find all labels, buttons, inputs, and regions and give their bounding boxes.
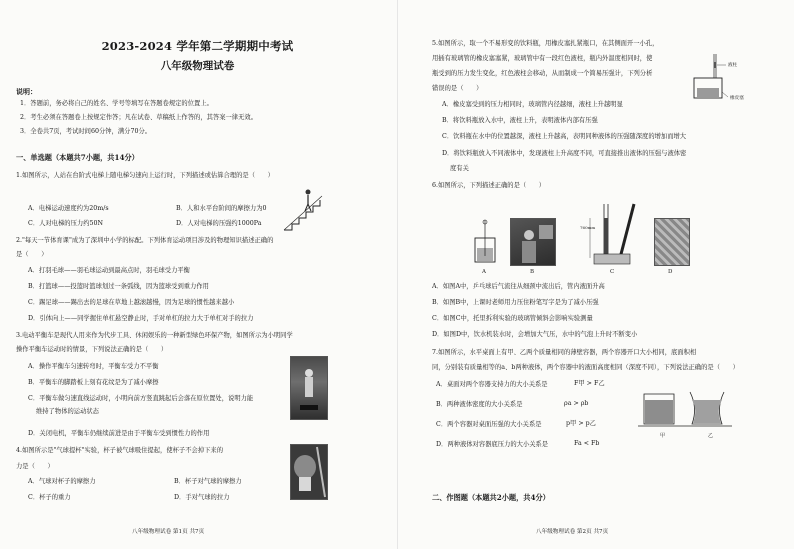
q4-option-d: D．手对气球的拉力 bbox=[174, 494, 230, 501]
q3-stem-line1: 3.电动平衡车是现代人用来作为代步工具、休闲娱乐的一种新型绿色环保产物，如图所示为小明同学 bbox=[16, 332, 293, 339]
page-divider bbox=[397, 0, 398, 549]
q6-option-c: C．如图C中，托里拆利实验的玻璃管倾斜会影响实验测量 bbox=[432, 315, 593, 322]
q5-option-d-line1: D．将饮料瓶放入不同液体中，发现液柱上升高度不同，可直接推出液体的压强与液体密 bbox=[442, 150, 687, 157]
balance-scooter-photo bbox=[290, 356, 328, 420]
q5-option-b: B．将饮料瓶放入水中，液柱上升，表明液体内部有压强 bbox=[442, 117, 598, 124]
q3-option-d: D．关闭电机，平衡车仍继续前进是由于平衡车受到惯性力的作用 bbox=[28, 430, 210, 437]
q2-option-b: B．打篮球——投篮时篮球划过一条弧线，因为篮球受到重力作用 bbox=[28, 283, 209, 290]
q6-image-c bbox=[580, 200, 646, 268]
q5-option-c: C．饮料瓶在水中的位置越深，液柱上升越高，表明同种液体的压强随深度的增加而增大 bbox=[442, 133, 687, 140]
page-right bbox=[402, 0, 789, 549]
q6-image-b bbox=[510, 218, 556, 266]
q7-option-c: C．两个容器对桌面压强的大小关系是 bbox=[436, 421, 542, 428]
q3-option-a: A．操作平衡车匀速转弯时，平衡车受力不平衡 bbox=[28, 363, 159, 370]
q1-option-b: B．人和水平台阶间的摩擦力为0 bbox=[176, 205, 267, 212]
q7-label-yi: 乙 bbox=[708, 433, 714, 439]
q4-stem-line2: 力是（ ） bbox=[16, 463, 54, 470]
q7-option-d-relation: Fa < Fb bbox=[574, 440, 600, 447]
q5-stem-line2: 用插有玻璃管的橡皮塞塞紧，玻璃管中有一段红色液柱，瓶内外温度相同时，使 bbox=[432, 55, 653, 62]
q2-stem-line1: 2."每天一节体育课"成为了深圳中小学的标配。下列体育运动项目涉及的物理知识描述正确的 bbox=[16, 237, 274, 244]
q1-option-c: C．人对电梯的压力约50N bbox=[28, 220, 104, 227]
q7-option-a: A．桌面对两个容器支持力的大小关系是 bbox=[436, 381, 548, 388]
q6-image-d bbox=[654, 218, 690, 266]
q1-option-d: D．人对电梯的压强约1000Pa bbox=[176, 220, 262, 227]
q5-stem-line3: 瓶受到的压力发生变化，红色液柱会移动，从而制成一个简易压强计，下列分析 bbox=[432, 70, 653, 77]
q2-option-a: A．打羽毛球——羽毛球运动到最高点时，羽毛球受力平衡 bbox=[28, 267, 190, 274]
q5-option-d-line2: 度有关 bbox=[450, 165, 469, 172]
q7-label-jia: 甲 bbox=[660, 433, 666, 439]
q1-stem: 1.如图所示，人站在台阶式电梯上随电梯匀速向上运行时，下列描述或估算合理的是（ ） bbox=[16, 172, 274, 179]
footer-left: 八年级物理试卷 第1页 共7页 bbox=[132, 529, 205, 535]
q3-option-c-line2: 维持了物体的运动状态 bbox=[36, 408, 99, 415]
page-left bbox=[4, 0, 391, 549]
q4-option-c: C．杯子的重力 bbox=[28, 494, 71, 501]
q6-label-b: B bbox=[530, 269, 535, 275]
q6-stem: 6.如图所示，下列描述正确的是（ ） bbox=[432, 182, 546, 189]
q3-option-c-line1: C．平衡车做匀速直线运动时，小明向前方竖直跳起后会落在原位置处，说明力能 bbox=[28, 395, 254, 402]
q6-option-b: B．如图B中，上课时老师用力压住粉笔写字是为了减小压强 bbox=[432, 299, 599, 306]
q5-label-stopper: 橡皮塞 bbox=[730, 96, 744, 101]
containers-figure bbox=[638, 384, 734, 436]
q7-option-c-relation: p甲 > p乙 bbox=[566, 420, 596, 427]
pressure-gauge-figure bbox=[684, 52, 740, 112]
q7-stem-line2: 同，分别装有质量相等的a、b两种液体，两个容器中的液面高度相同（深度不同），下列说法正确的是（ ） bbox=[432, 364, 739, 371]
escalator-figure bbox=[282, 186, 326, 232]
q7-option-d: D．两种液体对容器底压力的大小关系是 bbox=[436, 441, 549, 448]
q6-label-c: C bbox=[610, 269, 615, 275]
q2-option-d: D．引体向上——同学握住单杠悬空静止时，手对单杠的拉力大于单杠对手的拉力 bbox=[28, 315, 254, 322]
q6-option-a: A．如图A中，乒乓球后气流往从细颈中流出后，管内液面升高 bbox=[432, 283, 605, 290]
q2-stem-line2: 是（ ） bbox=[16, 251, 48, 258]
q1-option-a: A．电梯运动速度约为20m/s bbox=[28, 205, 109, 212]
q5-stem-line1: 5.如图所示，取一个不易形变的饮料瓶，用橡皮塞扎紧瓶口，在其侧面开一小孔， bbox=[432, 40, 659, 47]
exam-subtitle: 八年级物理试卷 bbox=[160, 60, 235, 72]
q6-c-height-label: 760mm bbox=[580, 225, 596, 230]
section-2-heading: 二、作图题（本题共2小题，共4分） bbox=[432, 493, 550, 502]
q3-stem-line2: 操作平衡车运动时的情景，下列说法正确的是（ ） bbox=[16, 346, 168, 353]
exam-title: 2023-2024 学年第二学期期中考试 bbox=[101, 39, 294, 53]
q5-label-column: 液柱 bbox=[728, 63, 738, 68]
q5-stem-line4: 错误的是（ ） bbox=[432, 85, 483, 92]
notes-label: 说明： bbox=[16, 87, 37, 96]
q4-stem-line1: 4.如图所示是"气球提杯"实验，杯子被气球吸住提起，使杯子不会掉下来的 bbox=[16, 447, 224, 454]
q3-option-b: B．平衡车的脚踏板上刻有花纹是为了减小摩擦 bbox=[28, 379, 159, 386]
q2-option-c: C．踢足球——踢出去的足球在草地上越滚越慢，因为足球的惯性越来越小 bbox=[28, 299, 235, 306]
q7-option-b: B．两种液体密度的大小关系是 bbox=[436, 401, 523, 408]
q7-option-b-relation: ρa > ρb bbox=[564, 400, 589, 407]
q5-option-a: A．橡皮塞受到的压力相同时，玻璃管内径越细，液柱上升越明显 bbox=[442, 101, 623, 108]
q6-option-d: D．如图D中，饮水机装水时，会增加大气压，水中的气泡上升时不断变小 bbox=[432, 331, 638, 338]
q4-option-b: B．杯子对气球的摩擦力 bbox=[174, 478, 242, 485]
q6-label-d: D bbox=[668, 269, 673, 275]
q4-option-a: A．气球对杯子的摩擦力 bbox=[28, 478, 96, 485]
q7-option-a-relation: F甲 > F乙 bbox=[574, 380, 605, 387]
q7-stem-line1: 7.如图所示，水平桌面上有甲、乙两个质量相同的薄壁容器，两个容器开口大小相同，底面积相 bbox=[432, 349, 697, 356]
note-1: 1．答题前，务必将自己的姓名、学号等填写在答题卷规定的位置上。 bbox=[20, 100, 213, 107]
note-2: 2．考生必须在答题卷上按规定作答；凡在试卷、草稿纸上作答的，其答案一律无效。 bbox=[20, 114, 257, 121]
balloon-cup-photo bbox=[290, 444, 328, 500]
note-3: 3．全卷共7页，考试时间60分钟，满分70分。 bbox=[20, 128, 152, 135]
section-1-heading: 一、单选题（本题共7小题，共14分） bbox=[16, 153, 139, 162]
footer-right: 八年级物理试卷 第2页 共7页 bbox=[536, 529, 609, 535]
q6-label-a: A bbox=[482, 269, 486, 275]
q6-image-a bbox=[472, 218, 498, 266]
